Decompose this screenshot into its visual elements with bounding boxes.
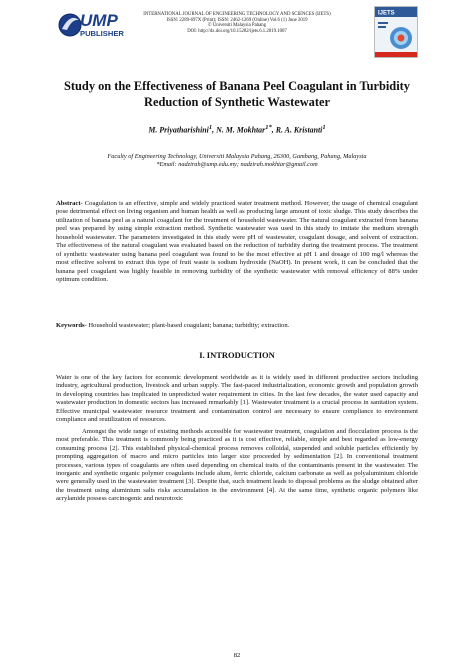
- keywords-text: - Household wastewater; plant-based coagulant; banana; turbidity; extraction.: [84, 322, 290, 329]
- page-number: 82: [233, 652, 241, 659]
- journal-cover-image: [374, 6, 418, 58]
- keywords-label: Keywords: [56, 322, 85, 329]
- author-affiliation-mark: 1: [322, 124, 326, 131]
- journal-info: [120, 12, 354, 35]
- author-affiliation-mark: 1: [208, 124, 213, 131]
- affiliation-block: [62, 153, 412, 169]
- keywords: [56, 322, 418, 330]
- cover-label: IJETS: [378, 10, 395, 17]
- logo-sub-text: PUBLISHER: [80, 29, 124, 38]
- title-line-1: Study on the Effectiveness of Banana Peel Coagulant in Turbidity: [64, 79, 410, 93]
- corresponding-email: *Email: nadzirah@ump.edu.my; nadzirah.mokhtar@gmail.com: [156, 161, 318, 168]
- journal-copyright: © Universiti Malaysia Pahang: [207, 23, 267, 29]
- introduction-body: [56, 374, 418, 507]
- journal-issn: ISSN: 2289-697X (Print); ISSN: 2462-1269 (Online) Vol.6 (1) June 2019: [166, 17, 308, 23]
- author-separator: ,: [212, 125, 217, 135]
- author-name: N. M. Mokhtar: [216, 125, 266, 135]
- abstract-label: Abstract: [56, 200, 81, 207]
- body-paragraph: Water is one of the key factors for economic development worldwide as it is widely used in different productive sectors including industry, agricultural production, livestock and urban supply. The fast-paced industrialization, economic growth and population growth in developing countries has implicated in unpredicted water requirement in cities. In the last few decades, the water used capacity and wastewater production in domestic sectors has increased remarkably [1]. Wastewater treatment is a crucial process in sanitation system. Effective municipal wastewater resource treatment and contamination control are necessary to ensure compliance to environment compliance and reutilization of resources.: [56, 374, 418, 424]
- author-name: M. Priyatharishini: [148, 125, 209, 135]
- author-list: [40, 124, 434, 135]
- logo-main-text: UMP: [80, 11, 118, 30]
- paper-title: [40, 79, 434, 110]
- title-line-2: Reduction of Synthetic Wastewater: [144, 94, 330, 109]
- journal-doi-link[interactable]: DOI: http://dx.doi.org/10.15282/ijets.6.1.2019.1007: [187, 29, 287, 35]
- ump-publisher-logo: [58, 8, 126, 44]
- body-paragraph: Amongst the wide range of existing methods accessible for wastewater treatment, coagulation and flocculation process is the most preferable. This treatment is commonly being practiced as it is cost effective, reliable, simple and best regarded as low-energy consuming process [2]. This established physical-chemical process removes colloidal, suspended and soluble particles efficiently by prompting aggregation of macro and micro particles into larger size proceeded by sedimentation [2]. In conventional treatment processes, various types of coagulants are often used depending on chemical traits of the contaminants present in the wastewater. The inorganic and synthetic organic polymer coagulants include alum, ferric chloride, calcium carbonate as well as polyaluminium chloride were generally used in the wastewater treatment [3]. Despite that, such treatment leads to disposal problems as the sludge obtained after the treatment using aluminium salts risks accumulation in the environment [4]. At the same time, synthetic organic polymers like acrylamide possess carcinogenic and neurotoxic: [56, 427, 418, 503]
- author-affiliation-mark: 1*: [265, 124, 272, 131]
- section-heading: I. INTRODUCTION: [199, 350, 275, 360]
- affiliation-text: Faculty of Engineering Technology, Universiti Malaysia Pahang, 26300, Gambang, Pahang, Malaysia: [107, 153, 367, 160]
- abstract: [56, 200, 418, 285]
- logo-emblem-icon: [59, 14, 81, 36]
- author-name: R. A. Kristanti: [275, 125, 323, 135]
- author-separator: ,: [271, 125, 276, 135]
- journal-name: INTERNATIONAL JOURNAL OF ENGINEERING TECHNOLOGY AND SCIENCES (IJETS): [143, 12, 331, 17]
- abstract-text: - Coagulation is an effective, simple and widely practiced water treatment method. However, the usage of chemical coagulant pose detrimental effect on living organism and human health as well as producing large amount of toxic sludge. This study describes the utilization of banana peel as a natural coagulant for the treatment of household wastewater. The natural coagulant extracted from banana peel was prepared by using simple extraction method. Synthetic wastewater was used in this study to imitate the medium strength household wastewater. The parameters investigated in this study were pH of wastewater, coagulant dosage, and solvent of extraction. The effectiveness of the natural coagulant was evaluated based on the reduction of turbidity during the treatment process. The treatment of synthetic wastewater using banana peel coagulant was found to be the most effective at pH 1 and dosage of 100 mg/l whereas the most effective solvent to extract this type of fruit waste is sodium hydroxide (NaOH). In present work, it can be concluded that the banana peel coagulant was highly feasible in removing turbidity of the synthetic wastewater with removal efficiency of 88% under optimum condition.: [56, 200, 418, 284]
